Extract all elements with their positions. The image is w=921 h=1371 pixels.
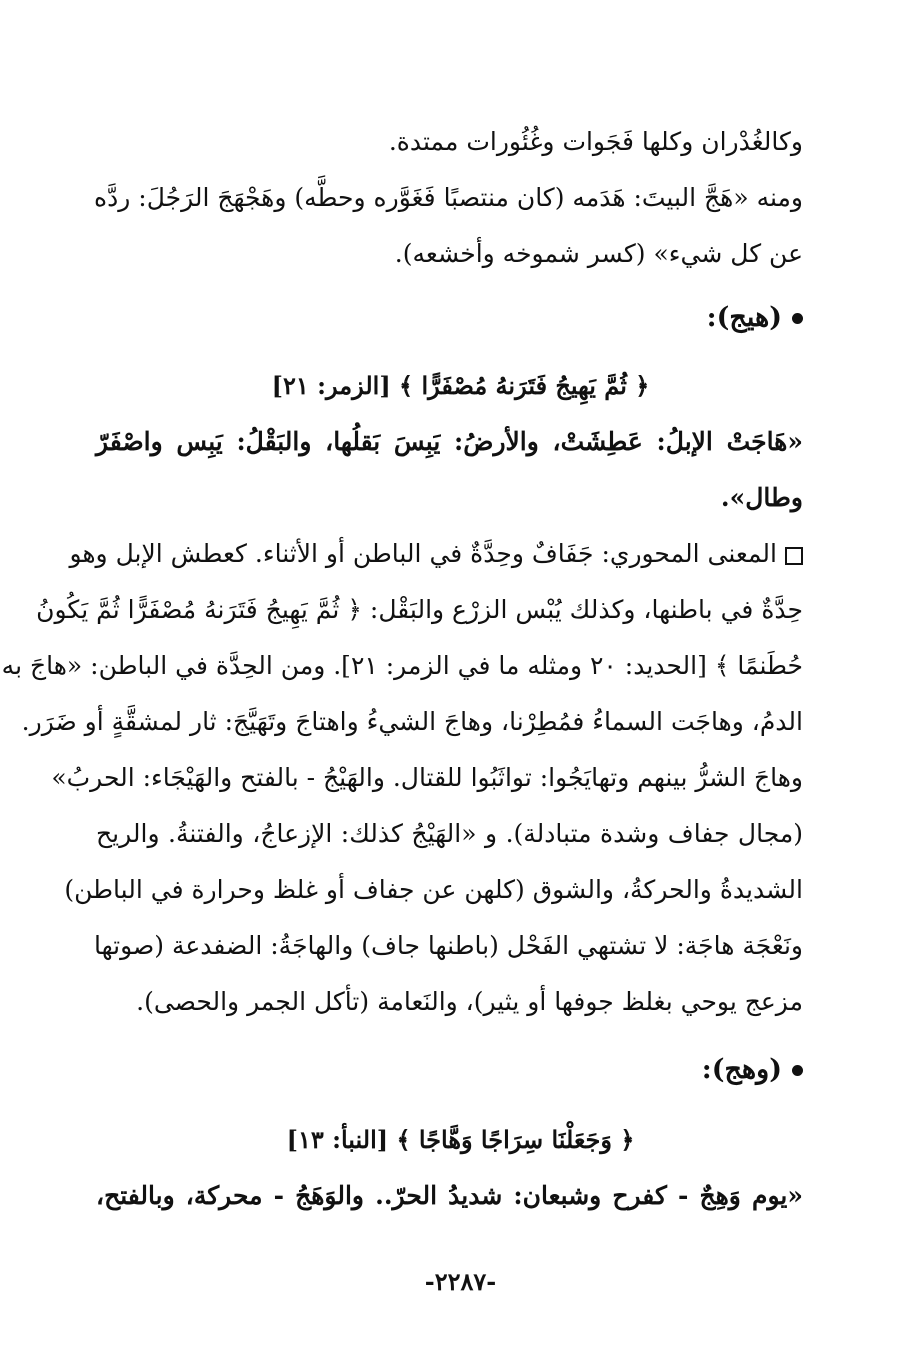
text-line: وطال». (720, 483, 803, 512)
text-line: «يوم وَهِجٌ - كفرح وشبعان: شديدُ الحرّ.. والوَهَجُ - محركة، وبالفتح، (96, 1181, 803, 1210)
bullet-icon (792, 313, 803, 324)
text-line: (مجال جفاف وشدة متبادلة). و «الهَيْجُ كذلك: الإزعاجُ، والفتنةُ. والريح (96, 819, 803, 848)
text-line: «هَاجَتْ الإبلُ: عَطِشَتْ، والأرضُ: يَبِسَ بَقلُها، والبَقْلُ: يَبِس واصْفَرّ (96, 427, 803, 456)
page-number: -٢٢٨٧- (424, 1267, 497, 1296)
section-heading-hyj (707, 298, 803, 338)
section-heading-label: (وهج): (701, 1054, 782, 1085)
text-line: عن كل شيء» (كسر شموخه وأخشعه). (394, 239, 803, 268)
text-line: مزعج يوحي بغلظ جوفها أو يثير)، والنَعامة (تأكل الجمر والحصى). (136, 987, 803, 1016)
section-heading-label: (هيج): (706, 302, 782, 333)
section-heading-whj (702, 1050, 803, 1090)
text-line: حُطَنمًا ﴾ [الحديد: ٢٠ ومثله ما في الزمر: ٢١]. ومن الحِدَّة في الباطن: «هاجَ به (1, 651, 803, 680)
text-line: الدمُ، وهاجَت السماءُ فمُطِرْنا، وهاجَ الشيءُ واهتاجَ وتَهَيَّجَ: ثار لمشقَّةٍ أو ضَرَر. (21, 707, 803, 736)
text-line: الشديدةُ والحركةُ، والشوق (كلهن عن جفاف أو غلظ وحرارة في الباطن) (64, 875, 803, 904)
quran-verse: ﴿ وَجَعَلْنَا سِرَاجًا وَهَّاجًا ﴾ [النبأ: ١٣] (286, 1125, 635, 1154)
core-meaning-text: المعنى المحوري: جَفَافٌ وحِدَّةٌ في الباطن أو الأثناء. كعطش الإبل وهو (69, 539, 777, 568)
text-line: وهاجَ الشرُّ بينهم وتهايَجُوا: تواثَبُوا للقتال. والهَيْجُ - بالفتح والهَيْجَاء: الحربُ» (51, 763, 803, 792)
text-line (69, 534, 803, 574)
square-icon (785, 547, 803, 565)
quran-verse: ﴿ ثُمَّ يَهِيجُ فَتَرَنهُ مُصْفَرًّا ﴾ [الزمر: ٢١] (271, 371, 650, 400)
bullet-icon (792, 1065, 803, 1076)
text-line: وكالغُدْران وكلها فَجَوات وغُئُورات ممتدة. (388, 127, 803, 156)
text-line: ومنه «هَجَّ البيتَ: هَدَمه (كان منتصبًا فَغَوَّره وحطَّه) وهَجْهَجَ الرَجُلَ: ردَّه (94, 183, 803, 212)
text-line: حِدَّةٌ في باطنها، وكذلك يُبْس الزرْع والبَقْل: ﴿ ثُمَّ يَهِيجُ فَتَرَنهُ مُصْفَرًّا ثُمَّ يَكُونُ (36, 595, 803, 624)
text-line: ونَعْجَة هاجَة: لا تشتهي الفَحْل (باطنها جاف) والهاجَةُ: الضفدعة (صوتها (94, 931, 803, 960)
